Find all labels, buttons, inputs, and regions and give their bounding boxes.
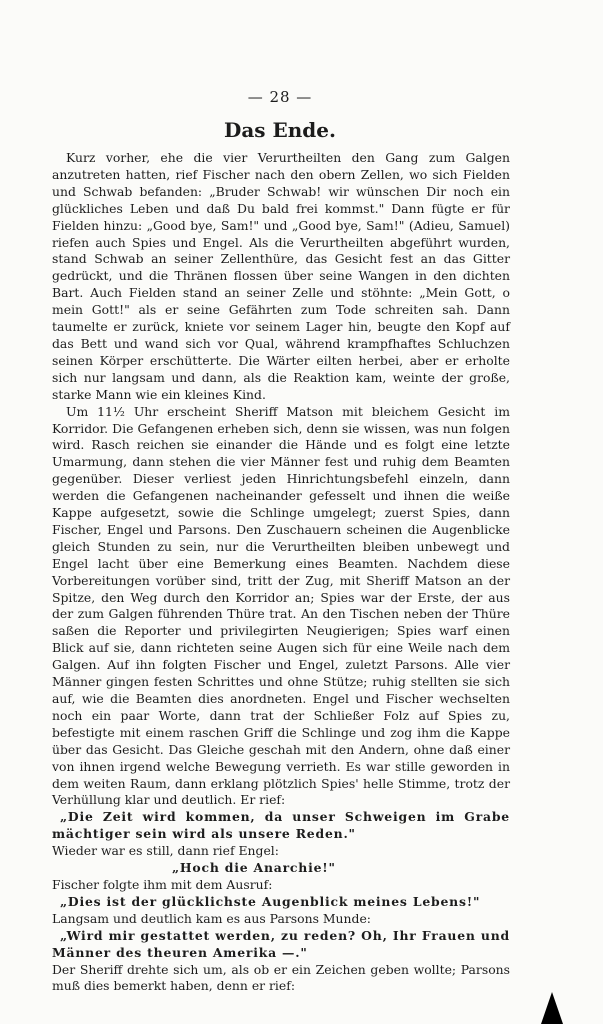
paragraph: Um 11½ Uhr erscheint Sheriff Matson mit bleichem Gesicht im Korridor. Die Gefangenen erheben sich, denn sie wissen, was nun folgen wird. Rasch reichen sie einander die Hände und es folgt eine letzte Umarmung, dann stehen die vier Männer fest und ruhig dem Beamten gegenüber. Dieser verliest jeden Hinrichtungsbefehl einzeln, dann werden die Gefangenen nacheinander gefesselt und ihnen die weiße Kappe aufgesetzt, sowie die Schlinge umgelegt; zuerst Spies, dann Fischer, Engel und Parsons. Den Zuschauern scheinen die Augenblicke gleich Stunden zu sein, nur die Verurtheilten bleiben unbewegt und Engel lacht über eine Bemerkung eines Beamten. Nachdem diese Vorbereitungen vorüber sind, tritt der Zug, mit Sheriff Matson an der Spitze, den Weg durch den Korridor an; Spies war der Erste, der aus der zum Galgen führenden Thüre trat. An den Tischen neben der Thüre saßen die Reporter und privilegirten Neugierigen; Spies warf einen Blick auf sie, dann richteten seine Augen sich für eine Weile nach dem Galgen. Auf ihn folgten Fischer und Engel, zuletzt Parsons. Alle vier Männer gingen festen Schrittes und ohne Stütze; ruhig stellten sie sich auf, wie die Beamten dies anordneten. Engel und Fischer wechselten noch ein paar Worte, dann trat der Schließer Folz auf Spies zu, befestigte mit einem raschen Griff die Schlinge und zog ihm die Kappe über das Gesicht. Das Gleiche geschah mit den Andern, ohne daß einer von ihnen irgend welche Bewegung verrieth. Es war stille geworden in dem weiten Raum, dann erklang plötzlich Spies' helle Stimme, trotz der Verhüllung klar und deutlich. Er rief: <box>52 403 510 808</box>
narration-line: Langsam und deutlich kam es aus Parsons Munde: <box>52 910 371 926</box>
narration-line: Wieder war es still, dann rief Engel: <box>52 843 279 859</box>
narration-line: Fischer folgte ihm mit dem Ausruf: <box>52 876 273 892</box>
chapter-title: Das Ende. <box>224 118 336 142</box>
page-number: — 28 — <box>247 88 313 106</box>
body-text <box>52 150 510 995</box>
quote-parsons: „Wird mir gestattet werden, zu reden? Oh, Ihr Frauen und Männer des theuren Amerika —." <box>52 927 510 960</box>
quote-engel: „Hoch die Anarchie!" <box>172 860 336 876</box>
narration-line: Der Sheriff drehte sich um, als ob er ein Zeichen geben wollte; Parsons muß dies bemerkt haben, denn er rief: <box>52 961 510 994</box>
paragraph: Kurz vorher, ehe die vier Verurtheilten den Gang zum Galgen anzutreten hatten, rief Fischer nach den obern Zellen, wo sich Fielden und Schwab befanden: „Bruder Schwab! wir wünschen Dir noch ein glückliches Leben und daß Du bald frei kommst." Dann fügte er für Fielden hinzu: „Good bye, Sam!" und „Good bye, Sam!" (Adieu, Samuel) riefen auch Spies und Engel. Als die Verurtheilten abgeführt wurden, stand Schwab an seiner Zellenthüre, das Gesicht fest an das Gitter gedrückt, und die Thränen flossen über seine Wangen in den dichten Bart. Auch Fielden stand an seiner Zelle und stöhnte: „Mein Gott, o mein Gott!" als er seine Gefährten zum Tode schreiten sah. Dann taumelte er zurück, kniete vor seinem Lager hin, beugte den Kopf auf das Bett und wand sich vor Qual, während krampfhaftes Schluchzen seinen Körper erschütterte. Die Wärter eilten herbei, aber er erholte sich nur langsam und dann, als die Reaktion kam, weinte der große, starke Mann wie ein kleines Kind. <box>52 150 510 402</box>
page-corner-marker-icon <box>541 992 563 1024</box>
quote-fischer: „Dies ist der glücklichste Augenblick meines Lebens!" <box>60 893 481 909</box>
quote-spies: „Die Zeit wird kommen, da unser Schweigen im Grabe mächtiger sein wird als unsere Reden." <box>52 809 510 842</box>
